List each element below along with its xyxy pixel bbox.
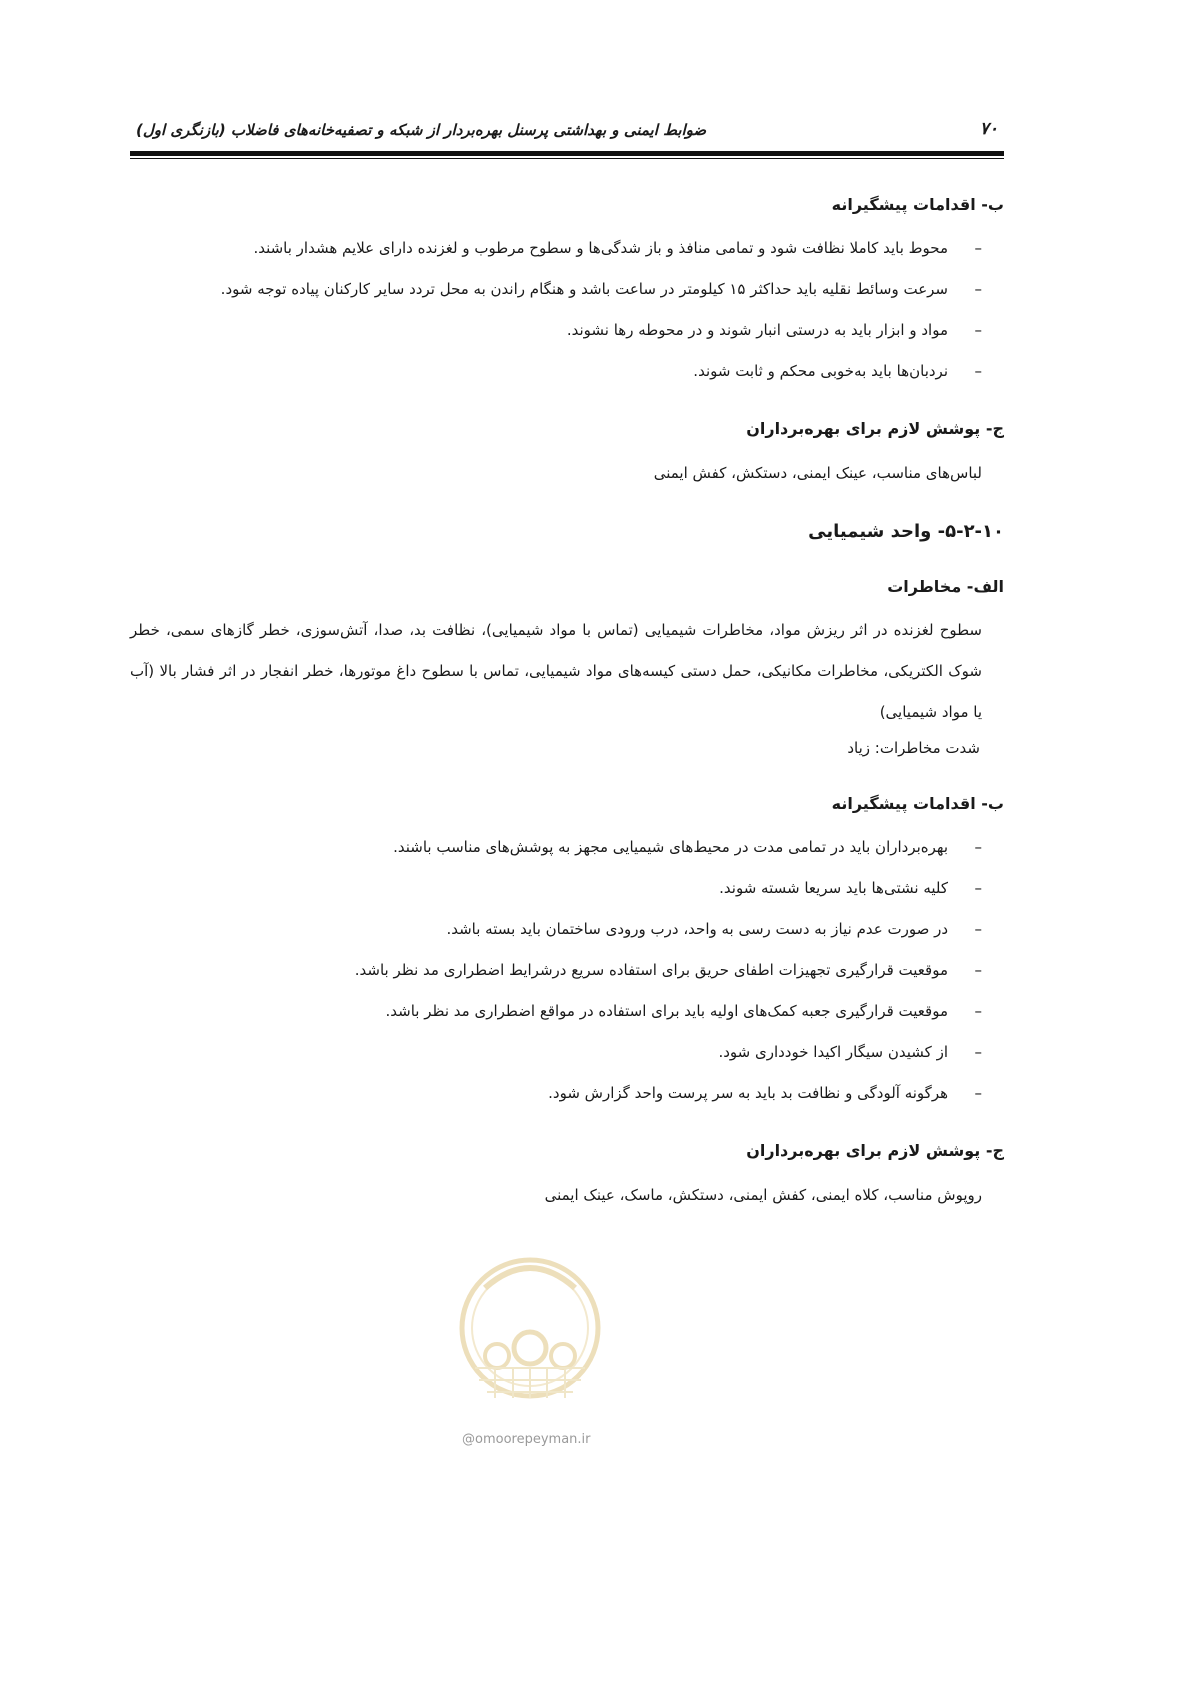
section-heading: الف- مخاطرات bbox=[887, 577, 1004, 596]
list-item: – مواد و ابزار باید به درستی انبار شوند و در محوطه رها نشوند. bbox=[566, 321, 982, 339]
hazards-paragraph: سطوح لغزنده در اثر ریزش مواد، مخاطرات شیمیایی (تماس با مواد شیمیایی)، نظافت بد، صدا، آتش‌سوزی، خطر گازهای سمی، خطر شوک الکتریکی، مخاطرات مکانیکی، حمل دستی کیسه‌های مواد شیمیایی، تماس با سطوح داغ موتورها، خطر انفجار در اثر فشار بالا (آب یا مواد شیمیایی) bbox=[130, 621, 982, 721]
list-item: – موقعیت قرارگیری جعبه کمک‌های اولیه باید برای استفاده در مواقع اضطراری مد نظر باشد. bbox=[385, 1002, 982, 1020]
list-item: – کلیه نشتی‌ها باید سریعا شسته شوند. bbox=[719, 879, 982, 897]
section-heading: ج- پوشش لازم برای بهره‌برداران bbox=[746, 419, 1004, 438]
prevention-list bbox=[130, 827, 1004, 1114]
list-item: – بهره‌برداران باید در تمامی مدت در محیط‌های شیمیایی مجهز به پوشش‌های مناسب باشند. bbox=[393, 838, 982, 856]
section-heading: ب- اقدامات پیشگیرانه bbox=[831, 195, 1004, 214]
page-header bbox=[130, 115, 1004, 149]
section-heading: ج- پوشش لازم برای بهره‌برداران bbox=[746, 1141, 1004, 1160]
prevention-list bbox=[130, 228, 1004, 392]
list-item: – در صورت عدم نیاز به دست رسی به واحد، درب ورودی ساختمان باید بسته باشد. bbox=[446, 920, 982, 938]
watermark-site: @omoorepeyman.ir bbox=[462, 1432, 591, 1447]
list-item: – محوط باید کاملا نظافت شود و تمامی منافذ و باز شدگی‌ها و سطوح مرطوب و لغزنده دارای علایم هشدار باشند. bbox=[253, 239, 982, 257]
header-title: ضوابط ایمنی و بهداشتی پرسنل بهره‌بردار از شبکه و تصفیه‌خانه‌های فاضلاب (بازنگری اول) bbox=[136, 121, 707, 139]
list-item: – هرگونه آلودگی و نظافت بد باید به سر پرست واحد گزارش شود. bbox=[548, 1084, 982, 1102]
list-item: – از کشیدن سیگار اکیدا خودداری شود. bbox=[718, 1043, 982, 1061]
chapter-heading: ۵-۲-۱۰- واحد شیمیایی bbox=[808, 521, 1004, 542]
page-content bbox=[130, 190, 1004, 1210]
list-item: – موقعیت قرارگیری تجهیزات اطفای حریق برای استفاده سریع درشرایط اضطراری مد نظر باشد. bbox=[354, 961, 982, 979]
list-item: – نردبان‌ها باید به‌خوبی محکم و ثابت شوند. bbox=[693, 362, 982, 380]
header-rule-thin bbox=[130, 158, 1004, 159]
list-item: – سرعت وسائط نقلیه باید حداکثر ۱۵ کیلومتر در ساعت باشد و هنگام راندن به محل تردد سایر کارکنان پیاده توجه شود. bbox=[220, 280, 982, 298]
severity-text: شدت مخاطرات: زیاد bbox=[847, 739, 980, 757]
page-number: ۷۰ bbox=[979, 119, 998, 139]
watermark-logo-icon bbox=[455, 1228, 605, 1458]
ppe-text: روپوش مناسب، کلاه ایمنی، کفش ایمنی، دستکش، ماسک، عینک ایمنی bbox=[544, 1186, 982, 1204]
section-heading: ب- اقدامات پیشگیرانه bbox=[831, 794, 1004, 813]
ppe-text: لباس‌های مناسب، عینک ایمنی، دستکش، کفش ایمنی bbox=[653, 464, 982, 482]
header-rule bbox=[130, 151, 1004, 156]
